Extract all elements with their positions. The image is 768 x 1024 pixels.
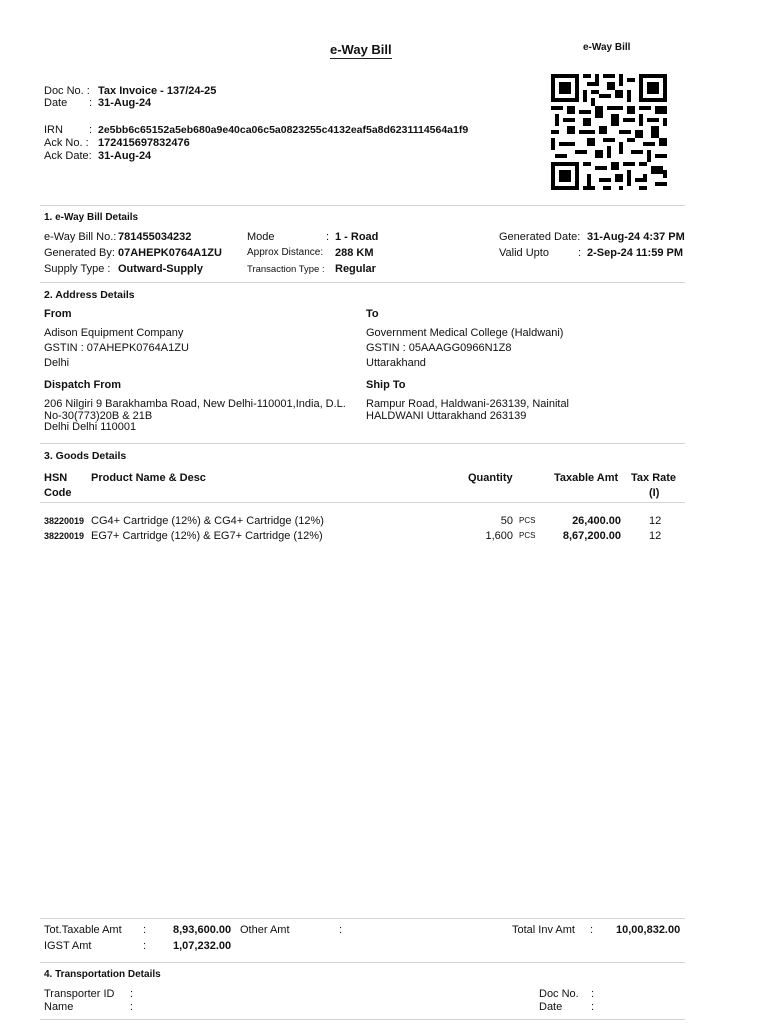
- other-amt-colon: :: [339, 924, 343, 936]
- supply-type-label: Supply Type :: [44, 263, 111, 275]
- igst-colon: :: [143, 940, 147, 952]
- ship-address-line1: Rampur Road, Haldwani-263139, Nainital: [366, 398, 570, 410]
- from-name: Adison Equipment Company: [44, 327, 184, 339]
- row-hsn: 38220019: [44, 516, 85, 526]
- row-qty: 50: [500, 515, 513, 527]
- valid-upto-value: 2-Sep-24 11:59 PM: [587, 247, 683, 259]
- from-label: From: [44, 308, 72, 320]
- transport-date-label: Date: [539, 1001, 563, 1013]
- ewb-no-value: 781455034232: [118, 231, 192, 243]
- dispatch-address-line1: 206 Nilgiri 9 Barakhamba Road, New Delhi-110001,India, D.L.: [44, 398, 346, 410]
- qr-code: [551, 73, 667, 191]
- valid-upto-colon: :: [578, 247, 582, 259]
- transporter-id-label: Transporter ID: [44, 988, 115, 1000]
- col-tax-rate-sub: (I): [649, 487, 660, 499]
- mode-value: 1 - Road: [335, 231, 379, 243]
- total-taxable-label: Tot.Taxable Amt: [44, 924, 122, 936]
- divider: [40, 502, 685, 503]
- other-amt-label: Other Amt: [240, 924, 290, 936]
- col-taxable-amt: Taxable Amt: [554, 472, 619, 484]
- row-unit: PCS: [519, 531, 536, 540]
- row-desc: CG4+ Cartridge (12%) & CG4+ Cartridge (12%): [91, 515, 324, 527]
- total-taxable-value: 8,93,600.00: [173, 924, 232, 936]
- total-inv-colon: :: [590, 924, 594, 936]
- col-quantity: Quantity: [468, 472, 513, 484]
- supply-type-value: Outward-Supply: [118, 263, 203, 275]
- doc-no-label: Doc No. :: [44, 85, 90, 97]
- transaction-type-value: Regular: [335, 263, 376, 275]
- date-label: Date: [44, 97, 68, 109]
- transaction-type-label: Transaction Type :: [247, 264, 325, 275]
- total-taxable-colon: :: [143, 924, 147, 936]
- transporter-id-colon: :: [130, 988, 134, 1000]
- mode-label: Mode: [247, 231, 275, 243]
- to-name: Government Medical College (Haldwani): [366, 327, 564, 339]
- ship-to-label: Ship To: [366, 379, 406, 391]
- divider: [40, 282, 685, 283]
- col-tax-rate: Tax Rate: [631, 472, 677, 484]
- page-title: e-Way Bill: [330, 42, 392, 57]
- divider: [40, 1019, 685, 1020]
- col-code: Code: [44, 487, 72, 499]
- dispatch-from-label: Dispatch From: [44, 379, 122, 391]
- transporter-name-label: Name: [44, 1001, 74, 1013]
- row-hsn: 38220019: [44, 531, 85, 541]
- row-rate: 12: [649, 530, 662, 542]
- ack-no-label: Ack No. :: [44, 137, 89, 149]
- col-hsn: HSN: [44, 472, 68, 484]
- igst-label: IGST Amt: [44, 940, 92, 952]
- ewb-no-label: e-Way Bill No.:: [44, 231, 117, 243]
- section-transport-heading: 4. Transportation Details: [44, 969, 161, 980]
- generated-by-label: Generated By:: [44, 247, 115, 259]
- dispatch-address-line3: Delhi Delhi 110001: [44, 421, 137, 433]
- irn-colon: :: [89, 124, 93, 136]
- to-label: To: [366, 308, 379, 320]
- row-taxable: 8,67,200.00: [562, 530, 621, 542]
- divider: [40, 962, 685, 963]
- section-ewb-heading: 1. e-Way Bill Details: [44, 212, 139, 223]
- date-colon: :: [89, 97, 93, 109]
- valid-upto-label: Valid Upto: [499, 247, 549, 259]
- corner-label: e-Way Bill: [583, 42, 631, 53]
- to-gstin: GSTIN : 05AAAGG0966N1Z8: [366, 342, 512, 354]
- transport-date-colon: :: [591, 1001, 595, 1013]
- distance-label: Approx Distance:: [247, 247, 324, 258]
- mode-colon: :: [326, 231, 330, 243]
- row-qty: 1,600: [485, 530, 513, 542]
- ack-date-value: 31-Aug-24: [98, 150, 152, 162]
- section-address-heading: 2. Address Details: [44, 289, 135, 301]
- total-inv-label: Total Inv Amt: [512, 924, 575, 936]
- from-state: Delhi: [44, 357, 70, 369]
- col-product: Product Name & Desc: [91, 472, 206, 484]
- ship-address-line2: HALDWANI Uttarakhand 263139: [366, 410, 527, 422]
- ack-no-value: 172415697832476: [98, 137, 190, 149]
- generated-date-label: Generated Date:: [499, 231, 581, 243]
- divider: [40, 918, 685, 919]
- igst-value: 1,07,232.00: [173, 940, 232, 952]
- date-value: 31-Aug-24: [98, 97, 152, 109]
- generated-by-value: 07AHEPK0764A1ZU: [118, 247, 222, 259]
- to-state: Uttarakhand: [366, 357, 426, 369]
- row-rate: 12: [649, 515, 662, 527]
- row-unit: PCS: [519, 516, 536, 525]
- transport-doc-colon: :: [591, 988, 595, 1000]
- doc-no-value: Tax Invoice - 137/24-25: [98, 85, 217, 97]
- irn-label: IRN: [44, 124, 63, 136]
- from-gstin: GSTIN : 07AHEPK0764A1ZU: [44, 342, 189, 354]
- distance-value: 288 KM: [335, 247, 374, 259]
- generated-date-value: 31-Aug-24 4:37 PM: [587, 231, 685, 243]
- divider: [40, 205, 685, 206]
- section-goods-heading: 3. Goods Details: [44, 450, 127, 462]
- ack-date-label: Ack Date:: [44, 150, 92, 162]
- divider: [40, 443, 685, 444]
- irn-value: 2e5bb6c65152a5eb680a9e40ca06c5a0823255c4132eaf5a8d6231114564a1f9: [98, 124, 469, 136]
- total-inv-value: 10,00,832.00: [616, 924, 681, 936]
- transport-doc-label: Doc No.: [539, 988, 579, 1000]
- transporter-name-colon: :: [130, 1001, 134, 1013]
- row-taxable: 26,400.00: [572, 515, 621, 527]
- dispatch-address-line2: No-30(773)20B & 21B: [44, 410, 153, 422]
- row-desc: EG7+ Cartridge (12%) & EG7+ Cartridge (12%): [91, 530, 323, 542]
